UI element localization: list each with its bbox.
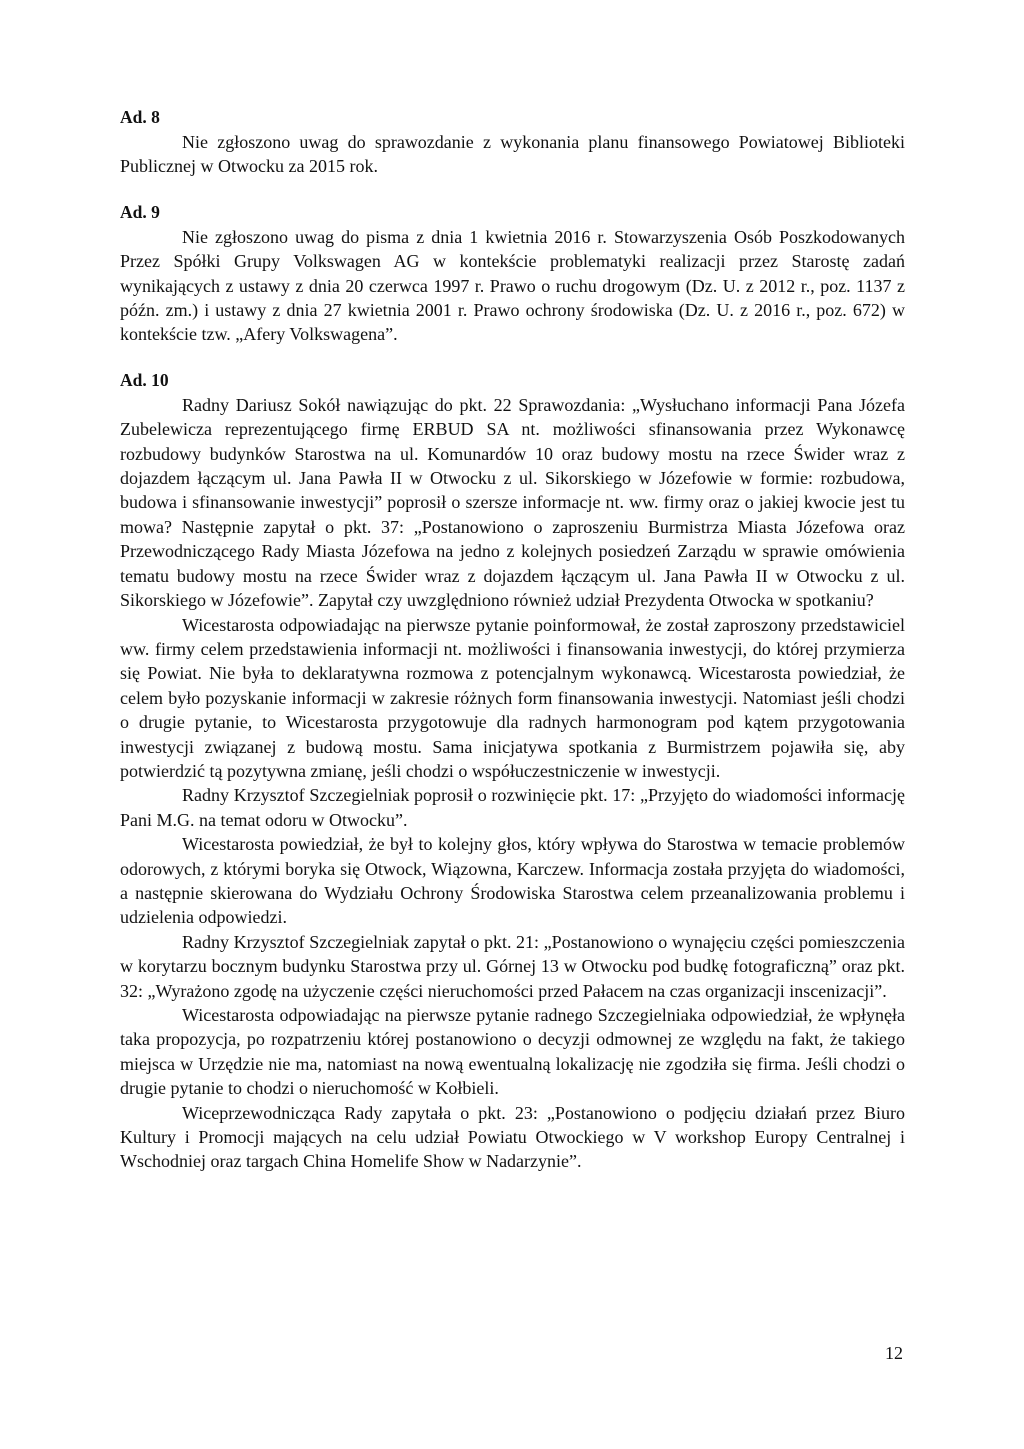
section-heading: Ad. 8 [120,107,160,127]
paragraph: Wiceprzewodnicząca Rady zapytała o pkt. 23: „Postanowiono o podjęciu działań przez Biuro Kultury i Promocji mających na celu udział Powiatu Otwockiego w V workshop Europy Centralnej i Wschodniej oraz targach China Homelife Show w Nadarzynie”. [120,1102,905,1172]
paragraph: Wicestarosta odpowiadając na pierwsze pytanie poinformował, że został zaproszony przedstawiciel ww. firmy celem przedstawienia informacji nt. możliwości i finansowania inwestycji, do której przymierza się Powiat. Nie była to deklaratywna rozmowa z potencjalnym wykonawcą. Wicestarosta powiedział, że celem było pozyskanie informacji w zakresie różnych form finansowania inwestycji. Natomiast jeśli chodzi o drugie pytanie, to Wicestarosta przygotowuje dla radnych harmonogram pod kątem przygotowania inwestycji związanej z budową mostu. Sama inicjatywa spotkania z Burmistrzem pojawiła się, aby potwierdzić tą pozytywna zmianę, jeśli chodzi o współuczestniczenie w inwestycji. [120,614,905,781]
section-ad-10 [120,367,905,1174]
page-number: 12 [885,1343,903,1363]
document-page [120,104,905,1174]
paragraph: Nie zgłoszono uwag do sprawozdanie z wykonania planu finansowego Powiatowej Biblioteki Publicznej w Otwocku za 2015 rok. [120,132,905,177]
paragraph: Radny Krzysztof Szczegielniak poprosił o rozwinięcie pkt. 17: „Przyjęto do wiadomości informację Pani M.G. na temat odoru w Otwocku”. [120,785,905,830]
paragraph: Radny Krzysztof Szczegielniak zapytał o pkt. 21: „Postanowiono o wynajęciu części pomieszczenia w korytarzu bocznym budynku Starostwa przy ul. Górnej 13 w Otwocku pod budkę fotograficzną” oraz pkt. 32: „Wyrażono zgodę na użyczenie części nieruchomości przed Pałacem na czas organizacji inscenizacji”. [120,931,905,1001]
section-ad-8 [120,104,905,179]
paragraph: Wicestarosta odpowiadając na pierwsze pytanie radnego Szczegielniaka odpowiedział, że wpłynęła taka propozycja, po rozpatrzeniu której postanowiono o decyzji odmownej ze względu na fakt, że takiego miejsca w Urzędzie nie ma, natomiast na nową ewentualną lokalizację nie zgodziła się firma. Jeśli chodzi o drugie pytanie to chodzi o nieruchomość w Kołbieli. [120,1005,905,1099]
section-heading: Ad. 10 [120,369,169,390]
section-ad-9 [120,199,905,347]
paragraph: Radny Dariusz Sokół nawiązując do pkt. 22 Sprawozdania: „Wysłuchano informacji Pana Józefa Zubelewicza reprezentującego firmę ERBUD SA nt. możliwości sfinansowania przez Wykonawcę rozbudowy budynków Starostwa na ul. Komunardów 10 oraz budowy mostu na rzece Świder wraz z dojazdem łączącym ul. Jana Pawła II w Otwocku z ul. Sikorskiego w Józefowie w formie: rozbudowa, budowa i sfinansowanie inwestycji” poprosił o szersze informacje nt. ww. firmy oraz o jakiej kwocie jest tu mowa? Następnie zapytał o pkt. 37: „Postanowiono o zaproszeniu Burmistrza Miasta Józefowa oraz Przewodniczącego Rady Miasta Józefowa na jedno z kolejnych posiedzeń Zarządu w sprawie omówienia tematu budowy mostu na rzece Świder wraz z dojazdem łączącym ul. Jana Pawła II w Otwocku z ul. Sikorskiego w Józefowie”. Zapytał czy uwzględniono również udział Prezydenta Otwocka w spotkaniu? [120,394,905,611]
section-heading: Ad. 9 [120,201,160,222]
paragraph: Nie zgłoszono uwag do pisma z dnia 1 kwietnia 2016 r. Stowarzyszenia Osób Poszkodowanych Przez Spółki Grupy Volkswagen AG w kontekście problematyki realizacji przez Starostę zadań wynikających z ustawy z dnia 20 czerwca 1997 r. Prawo o ruchu drogowym (Dz. U. z 2012 r., poz. 1137 z późn. zm.) i ustawy z dnia 27 kwietnia 2001 r. Prawo ochrony środowiska (Dz. U. z 2016 r., poz. 672) w kontekście tzw. „Afery Volkswagena”. [120,226,905,345]
paragraph: Wicestarosta powiedział, że był to kolejny głos, który wpływa do Starostwa w temacie problemów odorowych, z którymi boryka się Otwock, Wiązowna, Karczew. Informacja została przyjęta do wiadomości, a następnie skierowana do Wydziału Ochrony Środowiska Starostwa celem przeanalizowania problemu i udzielenia odpowiedzi. [120,834,905,928]
